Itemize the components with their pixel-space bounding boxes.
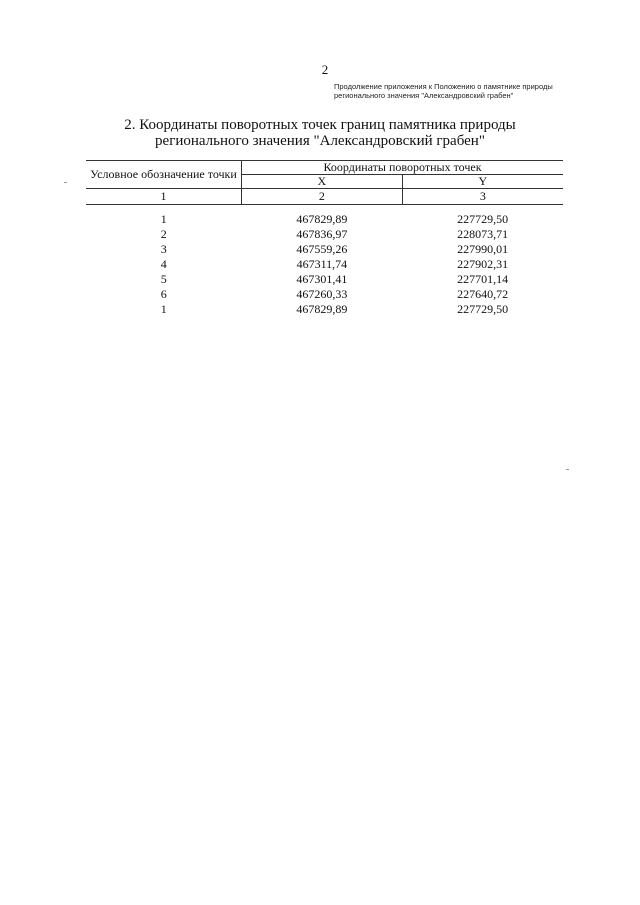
table-row xyxy=(86,257,563,272)
table-row xyxy=(86,272,563,287)
y-cell: 227729,50 xyxy=(457,302,509,316)
header-note xyxy=(334,82,553,100)
point-cell: 6 xyxy=(160,287,167,301)
column-number: 1 xyxy=(86,189,242,205)
x-cell: 467559,26 xyxy=(296,242,348,256)
point-cell: 5 xyxy=(160,272,167,286)
x-cell: 467829,89 xyxy=(296,212,348,226)
scan-mark xyxy=(566,469,569,470)
column-number-row xyxy=(86,189,563,205)
x-cell: 467301,41 xyxy=(296,272,348,286)
header-coordinates: Координаты поворотных точек xyxy=(242,161,564,175)
table-row xyxy=(86,242,563,257)
section-title-line: 2. Координаты поворотных точек границ памятника природы xyxy=(124,117,516,133)
y-cell: 228073,71 xyxy=(457,227,509,241)
column-number: 3 xyxy=(402,189,563,205)
y-cell: 227701,14 xyxy=(457,272,509,286)
point-cell: 3 xyxy=(160,242,167,256)
table-row xyxy=(86,287,563,302)
x-cell: 467836,97 xyxy=(296,227,348,241)
x-cell: 467829,89 xyxy=(296,302,348,316)
page-number: 2 xyxy=(321,62,329,77)
header-note-line: регионального значения "Александровский грабен" xyxy=(334,91,514,100)
coordinates-table xyxy=(86,160,563,317)
header-x: X xyxy=(242,175,403,189)
point-cell: 2 xyxy=(160,227,167,241)
table-row xyxy=(86,302,563,317)
header-y: Y xyxy=(402,175,563,189)
point-cell: 4 xyxy=(160,257,167,271)
y-cell: 227902,31 xyxy=(457,257,509,271)
y-cell: 227640,72 xyxy=(457,287,509,301)
header-note-line: Продолжение приложения к Положению о памятнике природы xyxy=(334,82,553,91)
table-row xyxy=(86,212,563,227)
point-cell: 1 xyxy=(160,212,167,226)
header-symbol: Условное обозначение точки xyxy=(86,161,242,189)
y-cell: 227729,50 xyxy=(457,212,509,226)
x-cell: 467311,74 xyxy=(296,257,348,271)
table-row xyxy=(86,227,563,242)
section-title-line: регионального значения "Александровский грабен" xyxy=(155,133,485,149)
x-cell: 467260,33 xyxy=(296,287,348,301)
scan-mark xyxy=(64,182,67,183)
section-title xyxy=(60,117,580,149)
y-cell: 227990,01 xyxy=(457,242,509,256)
point-cell: 1 xyxy=(160,302,167,316)
spacer-row xyxy=(86,205,563,213)
column-number: 2 xyxy=(242,189,403,205)
